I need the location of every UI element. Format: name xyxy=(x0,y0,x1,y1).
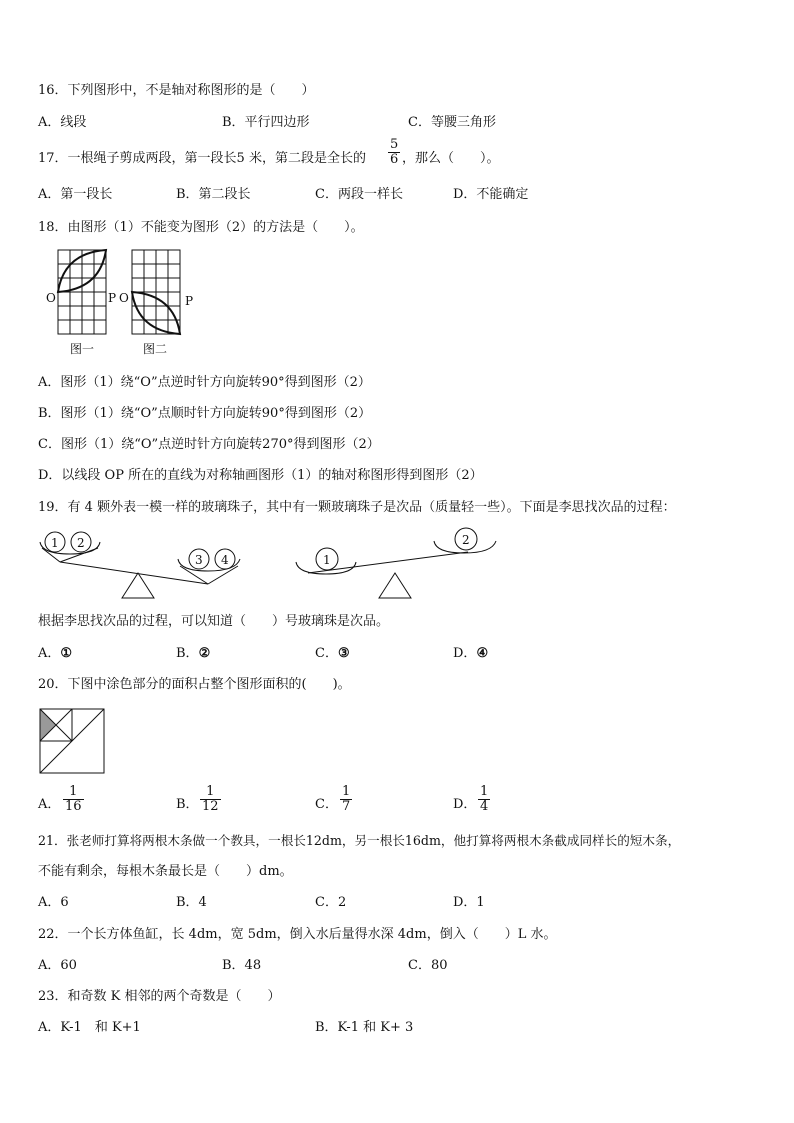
q21-option-c: C．2 xyxy=(315,895,347,910)
q18-option-b: B．图形（1）绕“O”点顺时针方向旋转90°得到图形（2） xyxy=(38,406,372,421)
scale2-fulcrum xyxy=(379,573,411,598)
q18-label-p-fig2: P xyxy=(185,294,194,308)
q19-option-c-mark: ③ xyxy=(337,646,350,661)
q23-option-a: A．K-1 和 K+1 xyxy=(38,1020,141,1035)
q21-option-a: A．6 xyxy=(38,895,69,910)
q19-option-b-mark: ② xyxy=(198,646,211,661)
q18-fig2-caption: 图二 xyxy=(143,342,168,356)
q21-stem-line1: 21．张老师打算将两根木条做一个教具，一根长12dm，另一根长16dm，他打算将两根木条截成同样长的短木条， xyxy=(38,833,681,848)
q18-option-d: D．以线段 OP 所在的直线为对称轴画图形（1）的轴对称图形得到图形（2） xyxy=(38,468,483,483)
q20-option-d-fraction xyxy=(478,785,490,814)
q17-stem-before: 17．一根绳子剪成两段，第一段长5 米，第二段是全长的 xyxy=(38,151,366,166)
q19-option-c-letter: C． xyxy=(315,646,338,661)
q20-option-a-letter: A． xyxy=(38,797,61,812)
ball-3-label: 3 xyxy=(195,553,203,567)
q20-c-num: 1 xyxy=(342,784,351,799)
q19-option-d xyxy=(453,646,488,662)
q17-option-c: C．两段一样长 xyxy=(315,187,403,202)
q20-option-c-letter: C． xyxy=(315,797,338,812)
q22-option-a: A．60 xyxy=(38,958,77,973)
q20-option-b-fraction xyxy=(200,785,221,814)
q17-option-a: A．第一段长 xyxy=(38,187,113,202)
q17-fraction-numerator: 5 xyxy=(390,137,399,152)
q20-c-den: 7 xyxy=(342,799,351,814)
q20-b-den: 12 xyxy=(202,799,219,814)
q19-option-d-mark: ④ xyxy=(476,646,489,661)
ball-2-label-scale2: 2 xyxy=(462,533,470,547)
q18-option-a: A．图形（1）绕“O”点逆时针方向旋转90°得到图形（2） xyxy=(38,375,371,390)
q17-option-d: D．不能确定 xyxy=(453,187,529,202)
ball-2-label: 2 xyxy=(77,536,85,550)
q19-option-a-mark: ① xyxy=(60,646,73,661)
q20-option-c-fraction xyxy=(340,785,352,814)
q18-stem: 18．由图形（1）不能变为图形（2）的方法是（ ）。 xyxy=(38,220,364,235)
q20-a-num: 1 xyxy=(69,784,78,799)
q19-option-c xyxy=(315,646,350,662)
q18-label-o-fig2: O xyxy=(119,291,129,305)
q16-stem: 16．下列图形中，不是轴对称图形的是（ ） xyxy=(38,83,315,98)
q21-option-b: B．4 xyxy=(176,895,207,910)
q17-stem-after: ，那么（ ）。 xyxy=(402,151,500,166)
q20-a-den: 16 xyxy=(65,799,82,814)
q19-option-d-letter: D． xyxy=(453,646,477,661)
q20-d-num: 1 xyxy=(480,784,489,799)
q22-stem: 22．一个长方体鱼缸，长 4dm，宽 5dm，倒入水后量得水深 4dm，倒入（ ）L 水。 xyxy=(38,927,557,942)
ball-1-label-scale2: 1 xyxy=(323,553,331,567)
q18-figures xyxy=(40,245,240,365)
q20-shaded-region xyxy=(40,709,56,741)
q19-option-b xyxy=(176,646,210,662)
q19-option-a xyxy=(38,646,72,662)
q18-option-c: C．图形（1）绕“O”点逆时针方向旋转270°得到图形（2） xyxy=(38,437,380,452)
q22-option-b: B．48 xyxy=(222,958,262,973)
q17-fraction xyxy=(388,138,400,167)
q23-stem: 23．和奇数 K 相邻的两个奇数是（ ） xyxy=(38,989,281,1004)
q20-stem: 20．下图中涂色部分的面积占整个图形面积的( )。 xyxy=(38,677,351,692)
q19-option-b-letter: B． xyxy=(176,646,199,661)
q23-option-b: B．K-1 和 K+ 3 xyxy=(315,1020,414,1035)
q22-option-c: C．80 xyxy=(408,958,448,973)
q20-option-b-letter: B． xyxy=(176,797,199,812)
q20-d-den: 4 xyxy=(480,799,489,814)
q18-label-o-fig1: O xyxy=(46,291,56,305)
q20-square-figure xyxy=(40,709,104,773)
q18-fig1-caption: 图一 xyxy=(70,342,95,356)
q20-b-num: 1 xyxy=(206,784,215,799)
q21-stem-line2: 不能有剩余，每根木条最长是（ ）dm。 xyxy=(38,864,293,879)
q16-option-c: C．等腰三角形 xyxy=(408,115,496,130)
q19-stem: 19．有 4 颗外表一模一样的玻璃珠子，其中有一颗玻璃珠子是次品（质量轻一些）。下面是李思找次品的过程： xyxy=(38,500,676,515)
q19-option-a-letter: A． xyxy=(38,646,61,661)
q16-option-b: B．平行四边形 xyxy=(222,115,310,130)
q16-option-a: A．线段 xyxy=(38,115,87,130)
q17-fraction-denominator: 6 xyxy=(390,152,399,167)
q17-option-b: B．第二段长 xyxy=(176,187,251,202)
q18-label-p-fig1: P xyxy=(108,291,117,305)
q20-option-d-letter: D． xyxy=(453,797,477,812)
scale1-fulcrum xyxy=(122,573,154,598)
ball-4-label: 4 xyxy=(221,553,229,567)
q21-option-d: D．1 xyxy=(453,895,485,910)
q19-balance-scales xyxy=(38,528,518,608)
q19-conclusion: 根据李思找次品的过程，可以知道（ ）号玻璃珠是次品。 xyxy=(38,614,390,629)
q20-option-a-fraction xyxy=(63,785,84,814)
ball-1-label: 1 xyxy=(51,536,59,550)
